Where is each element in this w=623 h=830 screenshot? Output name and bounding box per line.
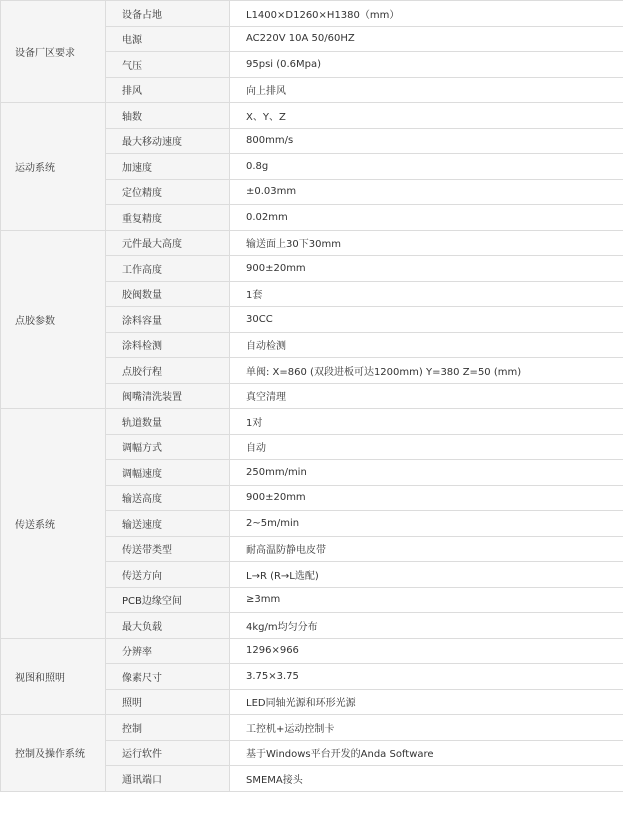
- param-value: 输送面上30下30mm: [230, 230, 623, 256]
- param-name: 设备占地: [106, 1, 230, 27]
- param-value: 30CC: [230, 307, 623, 333]
- param-value: 3.75×3.75: [230, 664, 623, 690]
- param-name: 最大移动速度: [106, 128, 230, 154]
- param-name: 控制: [106, 715, 230, 741]
- group-label: 传送系统: [1, 409, 106, 639]
- param-name: PCB边缘空间: [106, 587, 230, 613]
- param-value: L1400×D1260×H1380（mm）: [230, 1, 623, 27]
- table-row: [1, 103, 623, 129]
- param-name: 输送高度: [106, 485, 230, 511]
- param-value: L→R (R→L选配): [230, 562, 623, 588]
- param-value: AC220V 10A 50/60HZ: [230, 26, 623, 52]
- param-value: 900±20mm: [230, 485, 623, 511]
- group-label: 设备厂区要求: [1, 1, 106, 103]
- table-row: [1, 409, 623, 435]
- param-value: 向上排风: [230, 77, 623, 103]
- param-name: 通讯端口: [106, 766, 230, 792]
- param-value: 耐高温防静电皮带: [230, 536, 623, 562]
- param-value: 1296×966: [230, 638, 623, 664]
- table-row: [1, 230, 623, 256]
- param-value: 0.02mm: [230, 205, 623, 231]
- param-name: 轴数: [106, 103, 230, 129]
- param-name: 工作高度: [106, 256, 230, 282]
- param-value: 工控机+运动控制卡: [230, 715, 623, 741]
- param-name: 涂料容量: [106, 307, 230, 333]
- param-name: 像素尺寸: [106, 664, 230, 690]
- param-name: 调幅速度: [106, 460, 230, 486]
- param-name: 照明: [106, 689, 230, 715]
- param-name: 电源: [106, 26, 230, 52]
- param-name: 分辨率: [106, 638, 230, 664]
- param-value: 1对: [230, 409, 623, 435]
- param-value: 4kg/m均匀分布: [230, 613, 623, 639]
- group-label: 视图和照明: [1, 638, 106, 715]
- param-value: ±0.03mm: [230, 179, 623, 205]
- param-value: SMEMA接头: [230, 766, 623, 792]
- param-name: 胶阀数量: [106, 281, 230, 307]
- param-value: X、Y、Z: [230, 103, 623, 129]
- group-label: 控制及操作系统: [1, 715, 106, 792]
- param-value: 800mm/s: [230, 128, 623, 154]
- param-value: 基于Windows平台开发的Anda Software: [230, 740, 623, 766]
- param-name: 阀嘴清洗装置: [106, 383, 230, 409]
- param-value: 真空清理: [230, 383, 623, 409]
- param-name: 定位精度: [106, 179, 230, 205]
- param-value: LED同轴光源和环形光源: [230, 689, 623, 715]
- param-value: 单阀: X=860 (双段进板可达1200mm) Y=380 Z=50 (mm): [230, 358, 623, 384]
- param-name: 轨道数量: [106, 409, 230, 435]
- param-name: 输送速度: [106, 511, 230, 537]
- param-name: 传送方向: [106, 562, 230, 588]
- table-row: [1, 715, 623, 741]
- param-value: ≥3mm: [230, 587, 623, 613]
- param-value: 自动检测: [230, 332, 623, 358]
- param-value: 900±20mm: [230, 256, 623, 282]
- param-value: 1套: [230, 281, 623, 307]
- param-name: 重复精度: [106, 205, 230, 231]
- table-row: [1, 1, 623, 27]
- param-name: 涂料检测: [106, 332, 230, 358]
- param-value: 自动: [230, 434, 623, 460]
- group-label: 点胶参数: [1, 230, 106, 409]
- param-name: 最大负载: [106, 613, 230, 639]
- param-name: 元件最大高度: [106, 230, 230, 256]
- spec-table-body: [1, 1, 623, 792]
- param-name: 加速度: [106, 154, 230, 180]
- param-name: 点胶行程: [106, 358, 230, 384]
- param-value: 0.8g: [230, 154, 623, 180]
- param-value: 95psi (0.6Mpa): [230, 52, 623, 78]
- param-name: 传送带类型: [106, 536, 230, 562]
- param-name: 气压: [106, 52, 230, 78]
- table-row: [1, 638, 623, 664]
- param-name: 排风: [106, 77, 230, 103]
- param-value: 250mm/min: [230, 460, 623, 486]
- param-name: 调幅方式: [106, 434, 230, 460]
- param-name: 运行软件: [106, 740, 230, 766]
- group-label: 运动系统: [1, 103, 106, 231]
- param-value: 2~5m/min: [230, 511, 623, 537]
